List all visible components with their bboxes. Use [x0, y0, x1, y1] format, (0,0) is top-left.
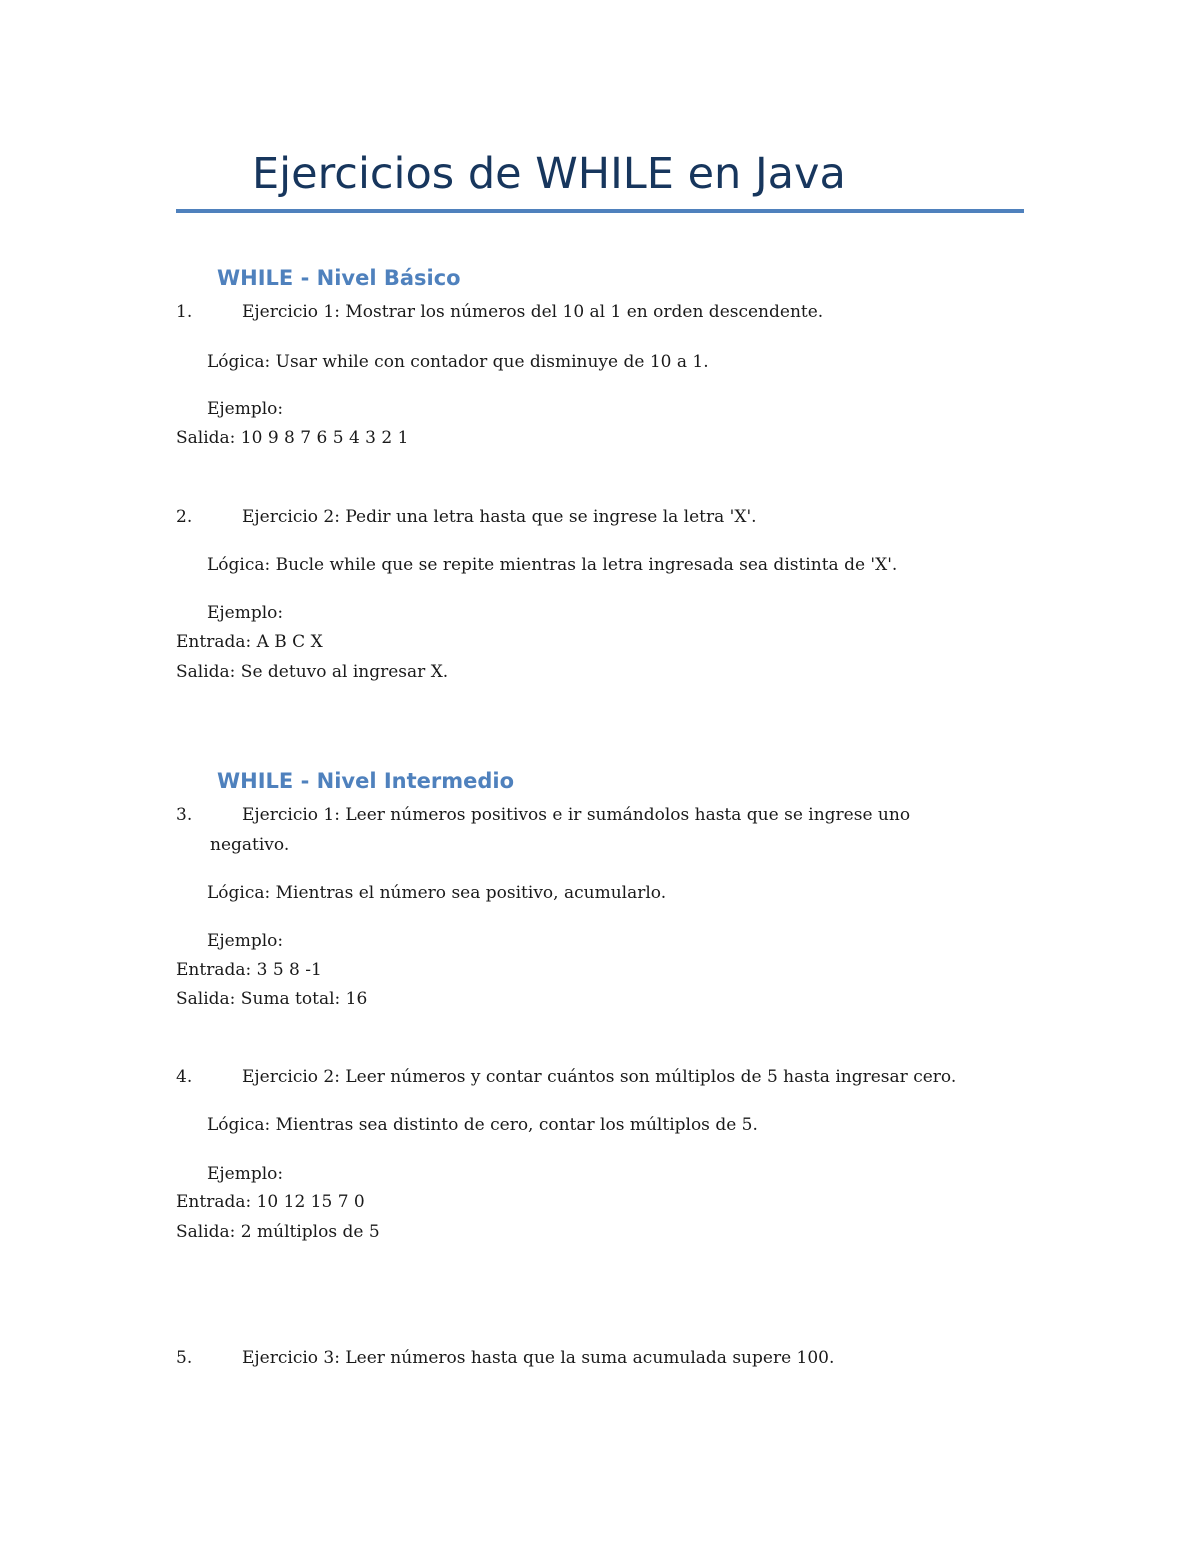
exercise-4-input: Entrada: 10 12 15 7 0 — [176, 1192, 365, 1212]
exercise-1-output: Salida: 10 9 8 7 6 5 4 3 2 1 — [176, 428, 409, 448]
exercise-4-statement: Ejercicio 2: Leer números y contar cuántos son múltiplos de 5 hasta ingresar cero. — [242, 1067, 957, 1087]
exercise-2-example-label: Ejemplo: — [207, 603, 284, 623]
exercise-1-logic: Lógica: Usar while con contador que disminuye de 10 a 1. — [207, 352, 709, 372]
exercise-5-number: 5. — [176, 1348, 193, 1368]
exercise-4-logic: Lógica: Mientras sea distinto de cero, contar los múltiplos de 5. — [207, 1115, 758, 1135]
exercise-3-number: 3. — [176, 805, 193, 825]
exercise-3-statement: Ejercicio 1: Leer números positivos e ir sumándolos hasta que se ingrese uno — [242, 805, 911, 825]
exercise-4-output: Salida: 2 múltiplos de 5 — [176, 1222, 380, 1242]
exercise-2-output: Salida: Se detuvo al ingresar X. — [176, 662, 449, 682]
exercise-2-input: Entrada: A B C X — [176, 632, 323, 652]
exercise-2-logic: Lógica: Bucle while que se repite mientras la letra ingresada sea distinta de 'X'. — [207, 555, 898, 575]
exercise-3-logic: Lógica: Mientras el número sea positivo, acumularlo. — [207, 883, 667, 903]
exercise-1-number: 1. — [176, 302, 193, 322]
exercise-1-example-label: Ejemplo: — [207, 399, 284, 419]
exercise-4-number: 4. — [176, 1067, 193, 1087]
section-heading-basic: WHILE - Nivel Básico — [217, 266, 461, 290]
exercise-2-number: 2. — [176, 507, 193, 527]
exercise-3-input: Entrada: 3 5 8 -1 — [176, 960, 322, 980]
exercise-3-example-label: Ejemplo: — [207, 931, 284, 951]
exercise-3-output: Salida: Suma total: 16 — [176, 989, 368, 1009]
section-heading-intermediate: WHILE - Nivel Intermedio — [217, 769, 515, 793]
exercise-4-example-label: Ejemplo: — [207, 1164, 284, 1184]
exercise-2-statement: Ejercicio 2: Pedir una letra hasta que se ingrese la letra 'X'. — [242, 507, 757, 527]
exercise-3-statement-continued: negativo. — [210, 835, 290, 855]
exercise-1-statement: Ejercicio 1: Mostrar los números del 10 al 1 en orden descendente. — [242, 302, 824, 322]
title-underline — [176, 209, 1024, 213]
exercise-5-statement: Ejercicio 3: Leer números hasta que la suma acumulada supere 100. — [242, 1348, 835, 1368]
page-title: Ejercicios de WHILE en Java — [252, 149, 846, 199]
